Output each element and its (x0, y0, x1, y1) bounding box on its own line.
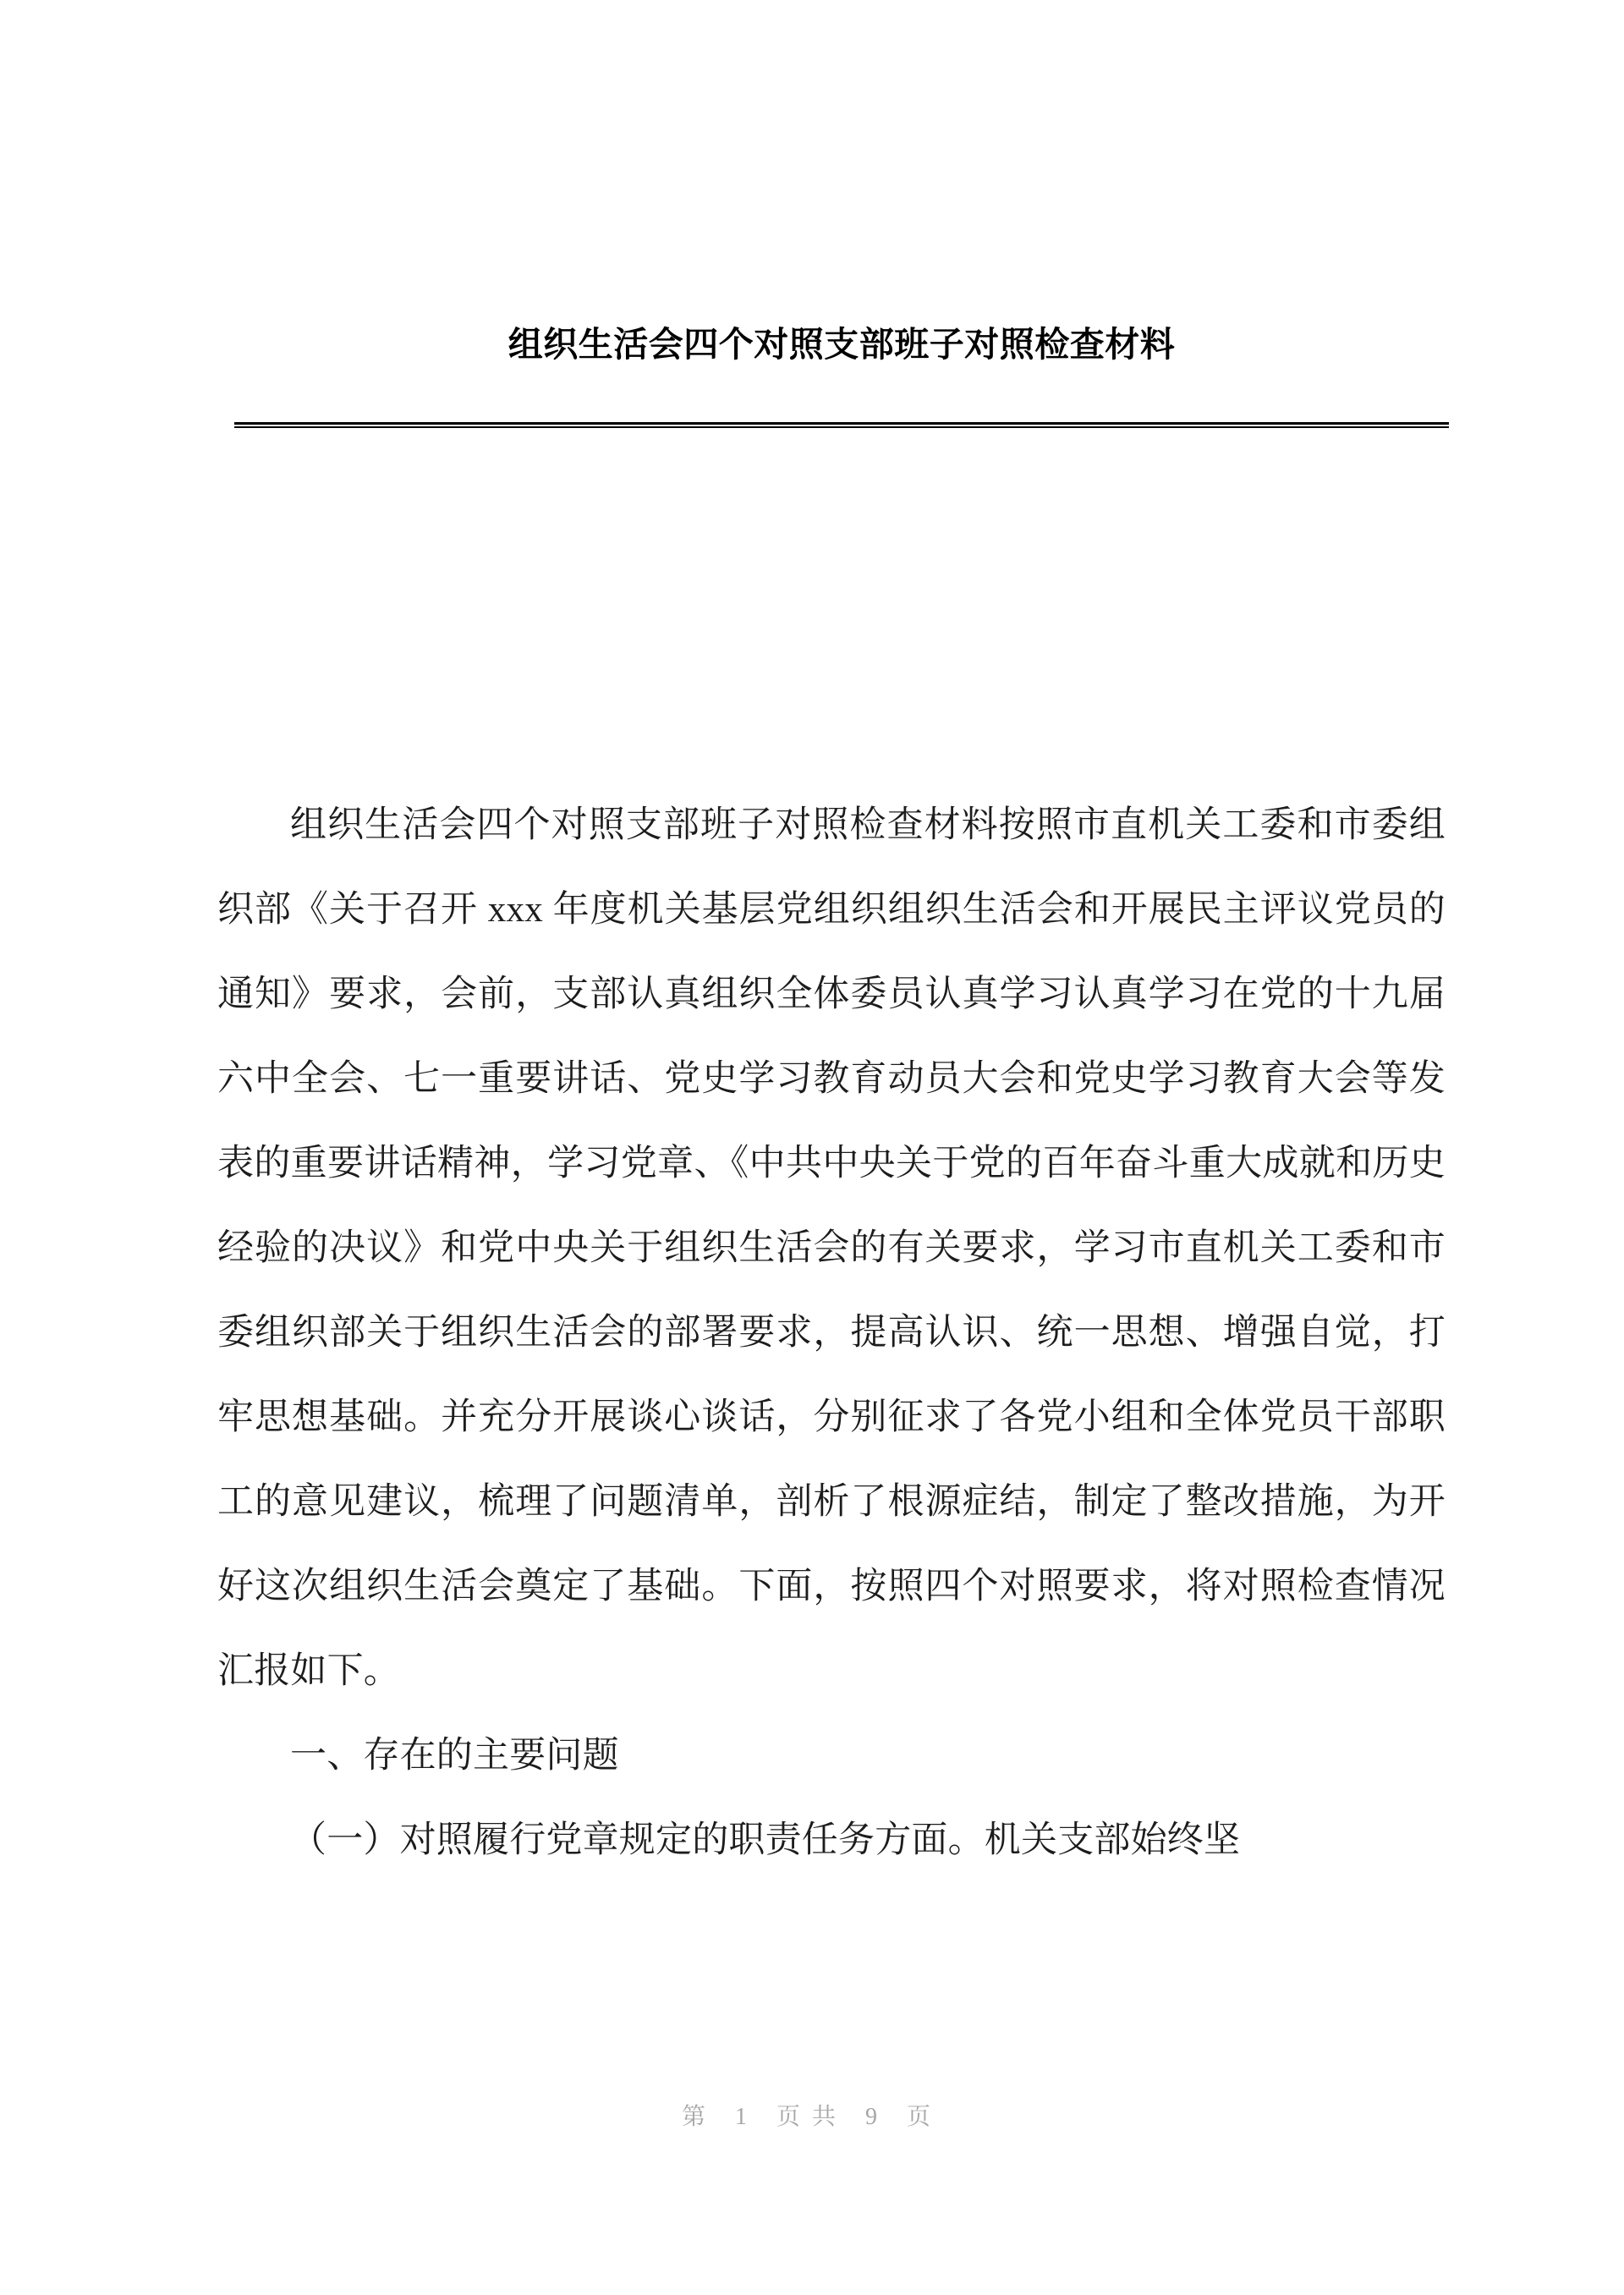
body-paragraph-intro: 组织生活会四个对照支部班子对照检查材料按照市直机关工委和市委组织部《关于召开 xxx 年度机关基层党组织组织生活会和开展民主评议党员的通知》要求，会前，支部认真组织全体委员认真学习认真学习在党的十九届六中全会、七一重要讲话、党史学习教育动员大会和党史学习教育大会等发表的重要讲话精神，学习党章、《中共中央关于党的百年奋斗重大成就和历史经验的决议》和党中央关于组织生活会的有关要求，学习市直机关工委和市委组织部关于组织生活会的部署要求，提高认识、统一思想、增强自觉，打牢思想基础。并充分开展谈心谈话，分别征求了各党小组和全体党员干部职工的意见建议，梳理了问题清单，剖析了根源症结，制定了整改措施，为开好这次组织生活会奠定了基础。下面，按照四个对照要求，将对照检查情况汇报如下。 (217, 805, 1446, 1691)
document-body (217, 783, 1446, 1883)
title-divider-thin-line (234, 426, 1449, 428)
title-divider-thick-line (234, 422, 1449, 425)
body-subsection-duty-compliance: （一）对照履行党章规定的职责任务方面。机关支部始终坚 (290, 1820, 1241, 1860)
page-title: 组织生活会四个对照支部班子对照检查材料 (508, 324, 1176, 365)
page-footer (0, 2098, 1624, 2132)
title-divider (234, 422, 1449, 428)
title-block (234, 321, 1449, 368)
body-heading-main-problems: 一、存在的主要问题 (290, 1736, 619, 1776)
page-number-label: 第 1 页共 9 页 (681, 2104, 942, 2130)
